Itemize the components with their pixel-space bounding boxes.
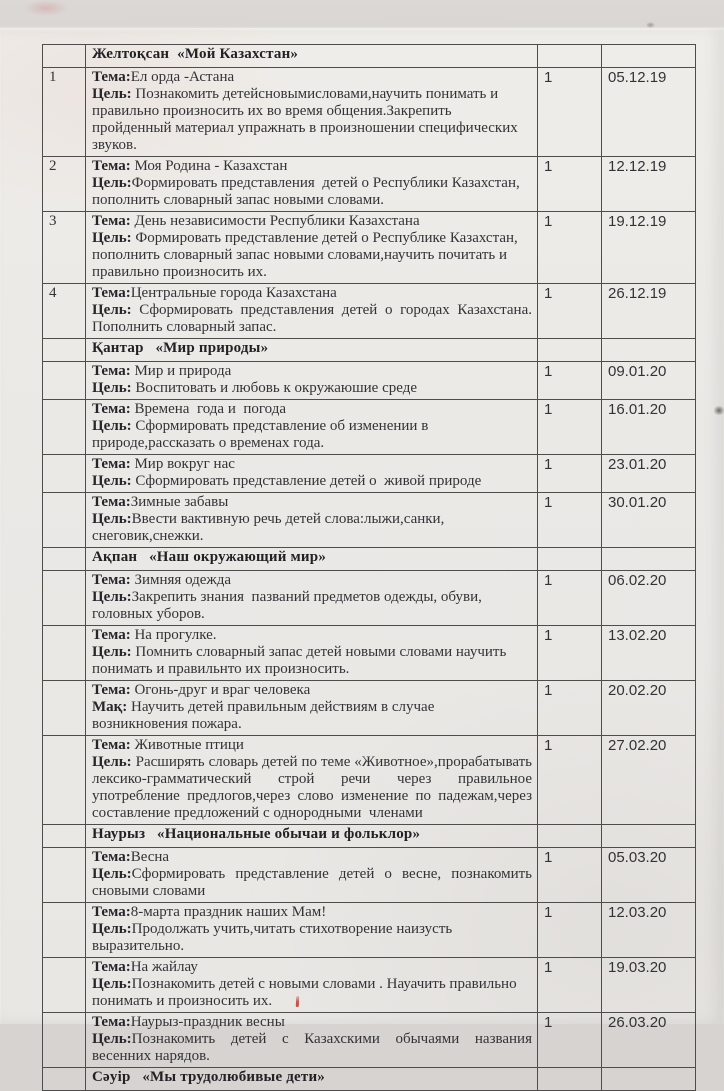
goal-text: Сформировать представление об изменении в природе,рассказать о временах года. (92, 418, 433, 451)
goal-label: Цель: (92, 1031, 132, 1047)
scan-speck (714, 406, 724, 415)
tema-label: Тема: (92, 494, 131, 510)
date-cell: 05.12.19 (602, 68, 696, 157)
hours-cell: 1 (538, 626, 602, 681)
date-cell (602, 339, 696, 362)
row-number-cell (43, 493, 86, 548)
tema-line (92, 494, 532, 511)
tema-text: Центральные города Казахстана (130, 285, 337, 301)
row-number-cell (43, 903, 86, 958)
date-cell: 23.01.20 (602, 455, 696, 493)
hours-cell: 1 (538, 212, 602, 284)
tema-label: Тема: (92, 1014, 131, 1030)
tema-label: Тема: (92, 682, 131, 698)
goal-label: Цель: (92, 380, 132, 396)
section-header-row (43, 45, 696, 68)
lesson-row (43, 848, 696, 903)
lesson-plan-table (42, 44, 696, 1091)
lesson-content-cell (86, 736, 538, 825)
goal-label: Цель: (92, 976, 132, 992)
lesson-row (43, 157, 696, 212)
row-number-cell (43, 362, 86, 400)
section-header-row (43, 825, 696, 848)
row-number-cell (43, 958, 86, 1013)
tema-label: Тема: (92, 849, 131, 865)
lesson-content-cell (86, 626, 538, 681)
hours-cell: 1 (538, 362, 602, 400)
date-cell (602, 548, 696, 571)
date-cell: 16.01.20 (602, 400, 696, 455)
tema-line (92, 363, 532, 380)
hours-cell: 1 (538, 455, 602, 493)
tema-line (92, 401, 532, 418)
lesson-row (43, 626, 696, 681)
date-cell: 30.01.20 (602, 493, 696, 548)
goal-line (92, 699, 532, 733)
date-cell: 06.02.20 (602, 571, 696, 626)
section-header-row (43, 1068, 696, 1091)
tema-line (92, 627, 532, 644)
tema-text: Ел орда -Астана (130, 69, 235, 85)
lesson-row (43, 362, 696, 400)
date-cell (602, 825, 696, 848)
goal-text: Научить детей правильным действиям в случае возникновения пожара. (92, 699, 439, 732)
hours-cell: 1 (538, 1013, 602, 1068)
hours-cell: 1 (538, 736, 602, 825)
tema-text: Моя Родина - Казахстан (130, 158, 288, 174)
tema-text: День независимости Республики Казахстана (130, 213, 420, 229)
tema-text: Наурыз-праздник весны (130, 1014, 285, 1030)
goal-text: Познакомить детей с новыми словами . Науачить правильно понимать и произносить их. (92, 976, 521, 1009)
goal-label: Цель: (92, 230, 132, 246)
lesson-row (43, 571, 696, 626)
goal-label: Цель: (92, 921, 132, 937)
hours-cell: 1 (538, 68, 602, 157)
tema-label: Тема: (92, 401, 131, 417)
goal-label: Цель: (92, 473, 132, 489)
tema-line (92, 849, 532, 866)
lesson-content-cell (86, 1013, 538, 1068)
tema-text: 8-марта праздник наших Мам! (130, 904, 327, 920)
goal-line (92, 380, 532, 397)
tema-line (92, 213, 532, 230)
goal-line (92, 1031, 536, 1065)
row-number-cell: 3 (43, 212, 86, 284)
goal-text: Формировать представление детей о Республике Казахстан, пополнить словарный запас новыми словами,научить почитать и правильно произносить их. (92, 230, 522, 280)
row-number-cell (43, 848, 86, 903)
date-cell: 26.03.20 (602, 1013, 696, 1068)
goal-text: Сформировать представление детей о весне, познакомить сновыми словами (92, 866, 536, 899)
goal-text: Расширять словарь детей по теме «Животное»,прорабатывать лексико-грамматический строй речи через правильное употребление предлогов,через слово изменение по падежам,через составление предложений с однородными членами (92, 754, 536, 821)
goal-text: Закрепить знания пазваний предметов одежды, обуви, головных уборов. (92, 589, 486, 622)
hours-cell (538, 339, 602, 362)
lesson-content-cell (86, 848, 538, 903)
lesson-content-cell (86, 362, 538, 400)
tema-label: Тема: (92, 69, 131, 85)
lesson-row (43, 903, 696, 958)
row-number-cell (43, 571, 86, 626)
lesson-content-cell (86, 681, 538, 736)
tema-label: Тема: (92, 456, 131, 472)
document-page (0, 28, 724, 1085)
goal-label: Цель: (92, 511, 132, 527)
row-number-cell: 1 (43, 68, 86, 157)
lesson-content-cell (86, 212, 538, 284)
hours-cell: 1 (538, 400, 602, 455)
goal-line (92, 473, 532, 490)
goal-label: Цель: (92, 589, 132, 605)
goal-label: Мақ: (92, 699, 128, 715)
lesson-content-cell (86, 493, 538, 548)
row-number-cell: 2 (43, 157, 86, 212)
goal-line (92, 754, 536, 822)
tema-label: Тема: (92, 627, 131, 643)
tema-text: Животные птици (130, 737, 244, 753)
goal-line (92, 644, 532, 678)
lesson-row (43, 958, 696, 1013)
goal-label: Цель: (92, 418, 132, 434)
row-number-cell (43, 626, 86, 681)
tema-line (92, 69, 532, 86)
goal-label: Цель: (92, 86, 132, 102)
date-cell: 12.12.19 (602, 157, 696, 212)
tema-line (92, 572, 532, 589)
tema-label: Тема: (92, 363, 131, 379)
section-header-row (43, 548, 696, 571)
goal-text: Сформировать представления детей о городах Казахстана. Пополнить словарный запас. (92, 302, 536, 335)
lesson-content-cell (86, 68, 538, 157)
goal-line (92, 418, 532, 452)
goal-line (92, 511, 532, 545)
red-ink-mark (296, 996, 300, 1007)
tema-label: Тема: (92, 959, 131, 975)
section-header-row (43, 339, 696, 362)
tema-line (92, 682, 532, 699)
row-number-cell (43, 825, 86, 848)
row-number-cell (43, 736, 86, 825)
row-number-cell (43, 339, 86, 362)
hours-cell: 1 (538, 493, 602, 548)
lesson-row (43, 1013, 696, 1068)
date-cell: 26.12.19 (602, 284, 696, 339)
section-title: Желтоқсан «Мой Казахстан» (86, 45, 538, 68)
row-number-cell (43, 1068, 86, 1091)
hours-cell: 1 (538, 571, 602, 626)
date-cell: 12.03.20 (602, 903, 696, 958)
tema-line (92, 904, 532, 921)
goal-line (92, 976, 532, 1010)
tema-text: Весна (130, 849, 170, 865)
goal-label: Цель: (92, 866, 132, 882)
goal-line (92, 589, 532, 623)
section-title: Ақпан «Наш окружающий мир» (86, 548, 538, 571)
row-number-cell (43, 455, 86, 493)
tema-line (92, 285, 532, 302)
hours-cell: 1 (538, 284, 602, 339)
date-cell: 05.03.20 (602, 848, 696, 903)
row-number-cell (43, 1013, 86, 1068)
row-number-cell: 4 (43, 284, 86, 339)
lesson-row (43, 400, 696, 455)
lesson-content-cell (86, 400, 538, 455)
goal-text: Помнить словарный запас детей новыми словами научить понимать и правильнто их произносить. (92, 644, 511, 677)
lesson-row (43, 212, 696, 284)
tema-label: Тема: (92, 737, 131, 753)
lesson-content-cell (86, 571, 538, 626)
goal-text: Ввести вактивную речь детей слова:лыжи,санки, снеговик,снежки. (92, 511, 449, 544)
tema-text: На прогулке. (130, 627, 217, 643)
row-number-cell (43, 400, 86, 455)
tema-text: На жайлау (130, 959, 198, 975)
lesson-content-cell (86, 157, 538, 212)
tema-line (92, 959, 532, 976)
lesson-row (43, 493, 696, 548)
row-number-cell (43, 45, 86, 68)
lesson-row (43, 455, 696, 493)
row-number-cell (43, 548, 86, 571)
lesson-content-cell (86, 903, 538, 958)
lesson-row (43, 736, 696, 825)
goal-text: Сформировать представление детей о живой природе (131, 473, 482, 489)
goal-text: Познакомить детейсновымисловами,научить понимать и правильно произносить их во время общения.Закрепить пройденный материал упражнать в произношении специфических звуков. (92, 86, 522, 153)
date-cell: 09.01.20 (602, 362, 696, 400)
goal-label: Цель: (92, 175, 132, 191)
date-cell: 19.03.20 (602, 958, 696, 1013)
lesson-content-cell (86, 958, 538, 1013)
section-title: Қантар «Мир природы» (86, 339, 538, 362)
tema-text: Зимняя одежда (130, 572, 232, 588)
goal-line (92, 866, 536, 900)
date-cell (602, 1068, 696, 1091)
lesson-content-cell (86, 455, 538, 493)
date-cell: 27.02.20 (602, 736, 696, 825)
section-title: Наурыз «Национальные обычаи и фольклор» (86, 825, 538, 848)
goal-label: Цель: (92, 644, 132, 660)
tema-line (92, 737, 532, 754)
tema-text: Огонь-друг и враг человека (130, 682, 311, 698)
tema-label: Тема: (92, 572, 131, 588)
hours-cell (538, 1068, 602, 1091)
row-number-cell (43, 681, 86, 736)
date-cell: 20.02.20 (602, 681, 696, 736)
goal-line (92, 86, 532, 154)
goal-line (92, 230, 532, 281)
hours-cell (538, 825, 602, 848)
date-cell (602, 45, 696, 68)
hours-cell: 1 (538, 681, 602, 736)
goal-line (92, 175, 532, 209)
tema-line (92, 1014, 532, 1031)
goal-label: Цель: (92, 302, 132, 318)
lesson-row (43, 681, 696, 736)
hours-cell: 1 (538, 157, 602, 212)
goal-text: Продолжать учить,читать стихотворение наизусть выразительно. (92, 921, 456, 954)
goal-line (92, 302, 536, 336)
tema-label: Тема: (92, 213, 131, 229)
tema-label: Тема: (92, 158, 131, 174)
pink-smudge-artifact (24, 0, 68, 16)
tema-text: Мир вокруг нас (130, 456, 235, 472)
tema-text: Мир и природа (130, 363, 232, 379)
hours-cell (538, 548, 602, 571)
goal-text: Познакомить детей с Казахскими обычаями названия весенних нарядов. (92, 1031, 536, 1064)
date-cell: 13.02.20 (602, 626, 696, 681)
date-cell: 19.12.19 (602, 212, 696, 284)
section-title: Сәуір «Мы трудолюбивые дети» (86, 1068, 538, 1091)
tema-line (92, 456, 532, 473)
goal-line (92, 921, 532, 955)
goal-text: Воспитовать и любовь к окружаюшие среде (131, 380, 417, 396)
tema-text: Времена года и погода (130, 401, 287, 417)
lesson-content-cell (86, 284, 538, 339)
goal-label: Цель: (92, 754, 132, 770)
tema-text: Зимные забавы (130, 494, 229, 510)
hours-cell: 1 (538, 848, 602, 903)
lesson-row (43, 68, 696, 157)
tema-label: Тема: (92, 904, 131, 920)
lesson-row (43, 284, 696, 339)
hours-cell: 1 (538, 958, 602, 1013)
goal-text: Формировать представления детей о Республики Казахстан, пополнить словарный запас новыми словами. (92, 175, 524, 208)
tema-line (92, 158, 532, 175)
tema-label: Тема: (92, 285, 131, 301)
hours-cell (538, 45, 602, 68)
hours-cell: 1 (538, 903, 602, 958)
